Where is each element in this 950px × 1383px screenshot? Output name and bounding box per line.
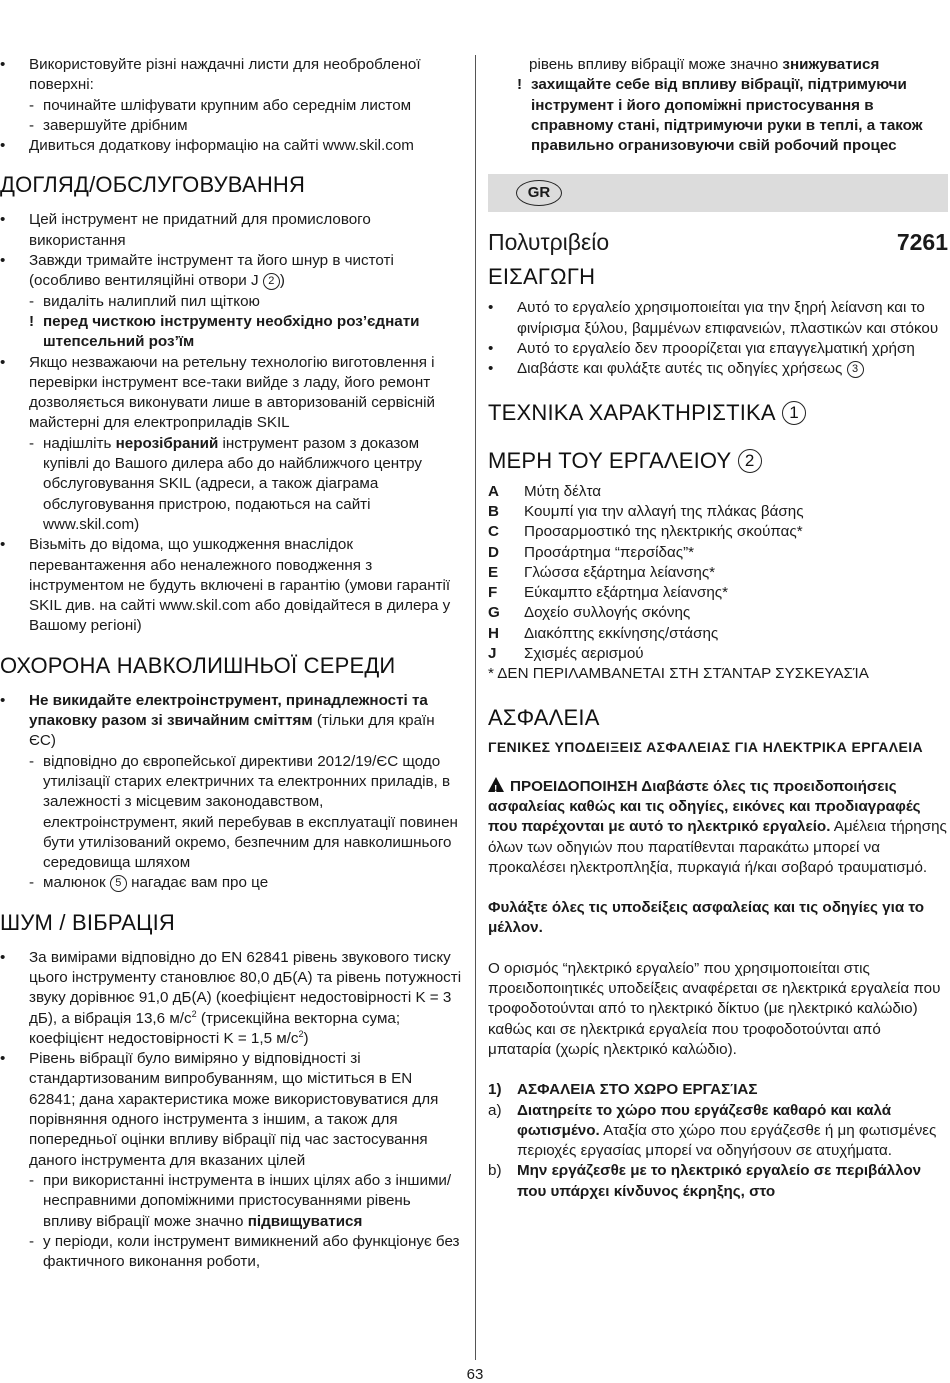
list-item-text: завершуйте дрібним xyxy=(43,116,188,134)
dash: - xyxy=(29,96,35,114)
list-item: • Αυτό το εργαλείο χρησιμοποιείται για την ξηρή λείανση και το φινίρισμα ξύλου, βαμμένων επιφανειών, πλαστικών και στόκου xyxy=(488,299,939,337)
list-item: D Προσάρτημα “περσίδας”* xyxy=(488,543,695,561)
safety-subheading: ΓΕΝΙΚΕΣ ΥΠΟΔΕΙΞΕΙΣ ΑΣΦΑΛΕΙΑΣ ΓΙΑ ΗΛΕΚΤΡΙΚΑ ΕΡΓΑΛΕΙΑ xyxy=(488,738,924,755)
sub-list-item: - видаліть налиплий пил щіткою xyxy=(29,292,260,310)
list-item-text: Дивиться додаткову інформацію на сайті www.skil.com xyxy=(29,137,414,155)
language-bar xyxy=(488,174,948,212)
sub-list-item: - надішліть нерозібраний інструмент разом з доказом купівлі до Вашого дилера або до найближчого центру обслуговування SKIL (адреси, а також діаграма обслуговування пристрою, подаються на сайті www.skil.com) xyxy=(29,434,422,533)
list-item: • За вимірами відповідно до EN 62841 рівень звукового тиску цього інструменту становлює 80,0 дБ(A) та рівень потужності звуку дорівнює 91,0 дБ(A) (коефіцієнт недостовірності K = 3 дБ), а вібрація 13,6 $м/с^2$ (трисекційна векторна сума; коефіцієнт недостовірності K = 1,5 $м/с^2$) xyxy=(0,948,462,1047)
warning-item: ! захищайте себе від впливу вібрації, підтримуючи інструмент і його допоміжні пристосування в справному стані, підтримуючи руки в теплі, а також правильно огранизовуючи свій робочий процес xyxy=(517,76,923,155)
figure-ref-badge: 3 xyxy=(847,361,864,378)
left-column xyxy=(0,55,462,1272)
keep-instructions: Φυλάξτε όλες τις υποδείξεις ασφαλείας και τις οδηγίες για το μέλλον. xyxy=(488,899,925,937)
list-item: • Візьміть до відома, що ушкодження внаслідок перевантаження або неналежного поводження з інструментом не будуть включені в гарантію (умови гарантії SKIL див. на сайті www.skil.com або довідайтеся в дилера у Вашому регіоні) xyxy=(0,536,451,635)
figure-ref-badge: 5 xyxy=(110,875,127,892)
list-item-text: Використовуйте різні наждачні листи для необробленої поверхні: xyxy=(29,56,421,94)
list-item: • Αυτό το εργαλείο δεν προορίζεται για επαγγελματική χρήση xyxy=(488,340,915,358)
list-item: A Μύτη δέλτα xyxy=(488,482,602,500)
list-item xyxy=(0,136,462,156)
warning-item: ! перед чисткою інструменту необхідно роз’єднати штепсельний роз’їм xyxy=(29,312,420,351)
language-badge: GR xyxy=(516,180,562,206)
noise-heading: ШУМ / ВІБРАЦІЯ xyxy=(0,909,175,935)
care-heading: ДОГЛЯД/ОБСЛУГОВУВАННЯ xyxy=(0,172,306,198)
sub-list-item xyxy=(0,116,462,136)
list-item: • Не викидайте електроінструмент, принадлежності та упаковку разом зі звичайним сміттям (тільки для країн ЄС) xyxy=(0,691,435,750)
environment-heading: ОХОРОНА НАВКОЛИШНЬОЇ СЕРЕДИ xyxy=(0,652,396,678)
safety-heading: ΑΣΦΑΛΕΙΑ xyxy=(488,704,600,730)
safety-section-1: 1) ΑΣΦΑΛΕΙΑ ΣΤΟ ΧΩΡΟ ΕΡΓΑΣΊΑΣ xyxy=(488,1081,758,1099)
list-item: F Εύκαμπτο εξάρτημα λείανσης* xyxy=(488,584,729,602)
product-title-row xyxy=(488,228,948,256)
list-item: • Цей інструмент не придатний для промислового використання xyxy=(0,211,371,249)
list-item: J Σχισμές αερισμού xyxy=(488,645,644,663)
list-item: • Якщо незважаючи на ретельну технологію виготовлення і перевірки інструмент все-таки вийде з ладу, його ремонт дозволяється виконувати лише в авторизованій сервісній майстерні для електроприладів SKIL xyxy=(0,353,435,432)
list-item: E Γλώσσα εξάρτημα λείανσης* xyxy=(488,563,716,581)
list-item: H Διακόπτης εκκίνησης/στάσης xyxy=(488,624,719,642)
list-item: C Προσαρμοστικό της ηλεκτρικής σκούπας* xyxy=(488,523,803,541)
bullet: • xyxy=(0,137,6,155)
parts-list xyxy=(488,482,948,665)
safety-item-b: b) Μην εργάζεσθε με το ηλεκτρικό εργαλείο σε περιβάλλον που υπάρχει κίνδυνος έκρηξης, στο xyxy=(488,1162,922,1200)
parts-heading: ΜΕΡΗ ΤΟΥ ΕΡΓΑΛΕΙΟΥ 2 xyxy=(488,448,948,474)
right-column xyxy=(488,55,948,1202)
definition-paragraph: Ο ορισμός “ηλεκτρικό εργαλείο” που χρησιμοποιείται στις προειδοποιητικές υποδείξεις αναφέρεται σε ηλεκτρικά εργαλεία που τροφοδοτούνται από το ηλεκτρικό δίκτυο (με ηλεκτρικό καλώδιο) καθώς και σε ηλεκτρικά εργαλεία που τροφοδοτούνται από μπαταρία (χωρίς ηλεκτρικό καλώδιο). xyxy=(488,959,941,1058)
sub-list-item: - при використанні інструмента в інших цілях або з іншими/несправними допоміжними пристосуваннями рівень впливу вібрації може значно підвищуватися xyxy=(29,1171,452,1230)
sub-list-item: - у періоди, коли інструмент вимикнений або функціонує без фактичного виконання роботи, xyxy=(29,1232,460,1271)
bullet: • xyxy=(0,56,6,73)
specs-heading: ΤΕΧΝΙΚΑ ΧΑΡΑΚΤΗΡΙΣΤΙΚΑ 1 xyxy=(488,400,948,426)
general-warning: ! ΠΡΟΕΙΔΟΠΟΙΗΣΗ Διαβάστε όλες τις προειδοποιήσεις ασφαλείας καθώς και τις οδηγίες, εικόνες και προδιαγραφές που παρέχονται με αυτό το ηλεκτρικό εργαλείο. Αμέλεια τήρησης όλων των οδηγιών που παρατίθενται παρακάτω μπορεί να προκαλέσει ηλεκτροπληξία, πυρκαγιά ή/και σοβαρό τραυματισμό. xyxy=(488,777,947,876)
figure-ref-badge: 2 xyxy=(738,449,762,473)
list-item xyxy=(0,55,462,96)
safety-item-a: a) Διατηρείτε το χώρο που εργάζεσθε καθαρό και καλά φωτισμένο. Αταξία στο χώρο που εργάζεσθε ή μη φωτισμένες περιοχές εργασίας μπορεί να οδηγήσουν σε ατυχήματα. xyxy=(488,1101,937,1160)
warning-triangle-icon: ! xyxy=(488,777,504,792)
sub-list-item: - малюнок 5 нагадає вам про це xyxy=(29,874,269,892)
list-item: • Διαβάστε και φυλάξτε αυτές τις οδηγίες χρήσεως 3 xyxy=(488,359,948,379)
list-item-text: починайте шліфувати крупним або середнім листом xyxy=(43,96,412,114)
list-item: • Завжди тримайте інструмент та його шнур в чистоті (особливо вентиляційні отвори J 2 ) xyxy=(0,252,394,290)
figure-ref-badge: 2 xyxy=(263,273,280,290)
model-number: 7261 xyxy=(896,229,948,256)
list-item: • Рівень вібрації було виміряно у відповідності зі стандартизованим випробуванням, що міститься в EN 62841; дана характеристика може використовуватися для порівняння одного інструмента з іншим, а також для попередньої оцінки впливу вібрації під час застосування даного інструмента для вказаних цілей xyxy=(0,1050,439,1169)
list-item: G Δοχείο συλλογής σκόνης xyxy=(488,604,691,622)
continued-text: рівень впливу вібрації може значно знижуватися xyxy=(529,56,880,73)
product-name: Πολυτριβείο xyxy=(488,229,610,256)
page-number: 63 xyxy=(466,1366,484,1383)
parts-note: * ΔΕΝ ΠΕΡΙΛΑΜΒΑΝΕΤΑΙ ΣΤΗ ΣΤΆΝΤΑΡ ΣΥΣΚΕΥΑΣΊΑ xyxy=(488,665,869,683)
column-divider xyxy=(475,55,476,1360)
sub-list-item: - відповідно до європейської директиви 2012/19/ЄС щодо утилізації старих електричних та електронних приладів, в залежності з місцевим законодавством, електроінструмент, який перебував в експлуатації повинен бути утилізований окремо, безпечним для навколишнього середовища шляхом xyxy=(29,752,458,872)
intro-heading: ΕΙΣΑΓΩΓΗ xyxy=(488,264,596,290)
sub-list-item xyxy=(0,96,462,116)
list-item: B Κουμπί για την αλλαγή της πλάκας βάσης xyxy=(488,502,804,520)
figure-ref-badge: 1 xyxy=(782,401,806,425)
dash: - xyxy=(29,116,35,134)
